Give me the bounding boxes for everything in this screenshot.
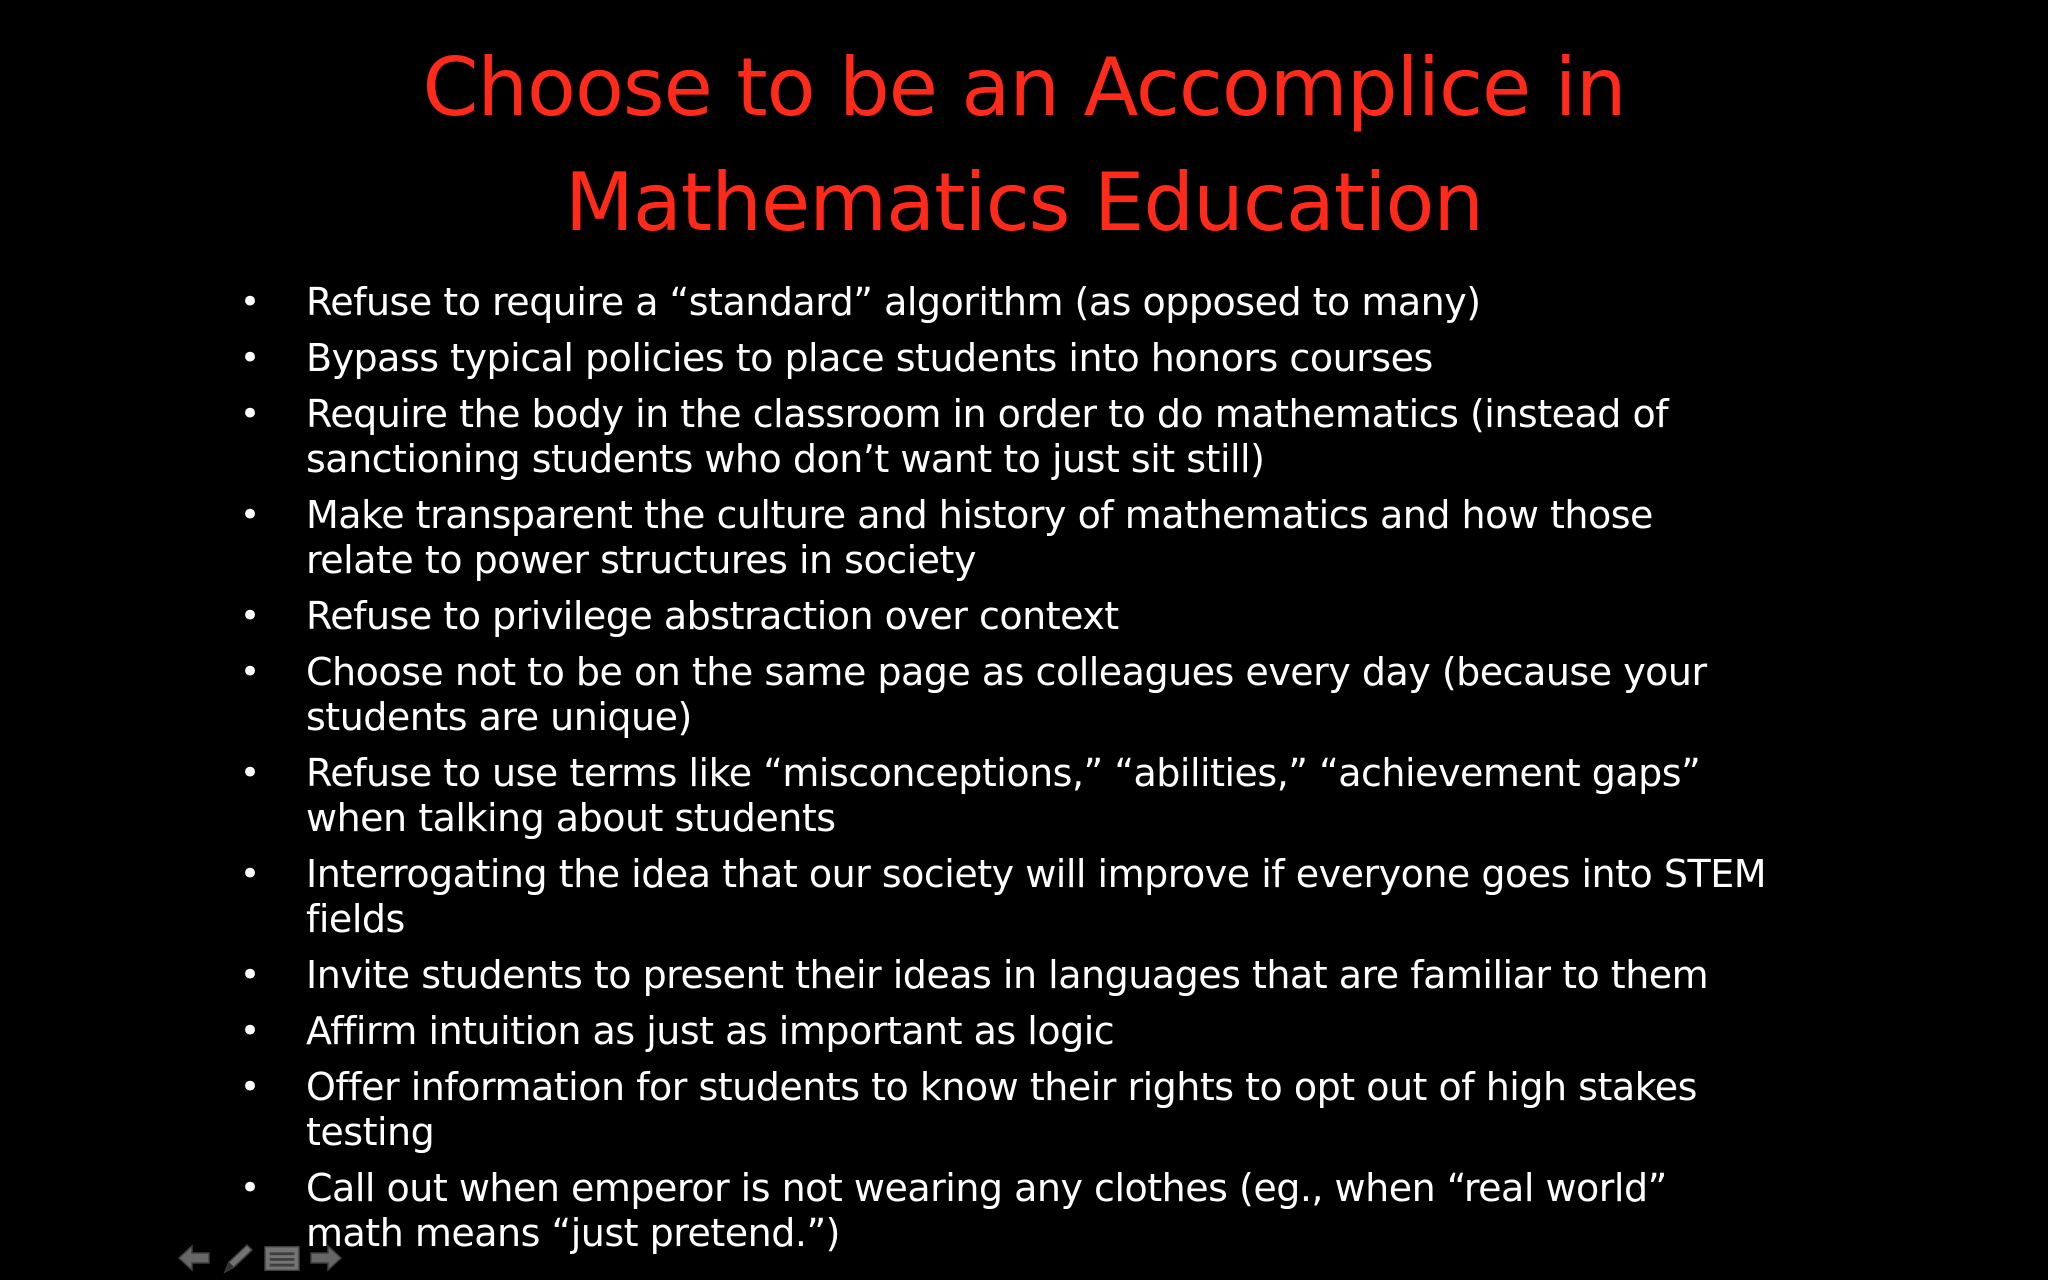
slide-title-line-2: Mathematics Education [564,156,1484,249]
bullet-text: Refuse to use terms like “misconceptions,” “abilities,” “achievement gaps” [306,751,1701,795]
bullet-text-continued: when talking about students [306,796,836,840]
pen-icon [221,1242,255,1274]
bullet-item [240,953,1840,998]
pen-tool-button[interactable] [220,1241,256,1275]
bullet-dot: • [240,753,260,793]
bullet-item [240,392,1840,482]
bullet-dot: • [240,1011,260,1051]
bullet-text: Bypass typical policies to place students into honors courses [306,336,1433,380]
next-slide-button[interactable] [308,1241,344,1275]
bullet-item [240,1009,1840,1054]
slide-title-line-1: Choose to be an Accomplice in [422,41,1626,134]
previous-slide-button[interactable] [176,1241,212,1275]
bullet-dot: • [240,338,260,378]
bullet-item [240,650,1840,740]
bullet-text: Refuse to require a “standard” algorithm (as opposed to many) [306,280,1481,324]
bullet-dot: • [240,596,260,636]
bullet-text-continued: testing [306,1110,435,1154]
bullet-text: Refuse to privilege abstraction over context [306,594,1119,638]
bullet-dot: • [240,1067,260,1107]
bullet-text: Affirm intuition as just as important as logic [306,1009,1115,1053]
bullet-text: Interrogating the idea that our society will improve if everyone goes into STEM [306,852,1766,896]
slides-menu-button[interactable] [264,1241,300,1275]
bullet-text-continued: math means “just pretend.”) [306,1211,840,1255]
bullet-text: Choose not to be on the same page as colleagues every day (because your [306,650,1707,694]
bullet-item [240,280,1840,325]
bullet-text: Invite students to present their ideas in languages that are familiar to them [306,953,1709,997]
bullet-list [240,280,1840,1267]
arrow-left-icon [177,1243,211,1273]
bullet-text-continued: sanctioning students who don’t want to just sit still) [306,437,1265,481]
bullet-dot: • [240,854,260,894]
bullet-text-continued: fields [306,897,405,941]
slideshow-toolbar [176,1240,344,1276]
bullet-item [240,852,1840,942]
bullet-text: Require the body in the classroom in order to do mathematics (instead of [306,392,1669,436]
bullet-text-continued: students are unique) [306,695,692,739]
bullet-item [240,751,1840,841]
arrow-right-icon [309,1243,343,1273]
bullet-dot: • [240,495,260,535]
bullet-dot: • [240,282,260,322]
slides-menu-icon [264,1243,300,1273]
bullet-item [240,493,1840,583]
bullet-item [240,1166,1840,1256]
bullet-dot: • [240,955,260,995]
bullet-dot: • [240,1168,260,1208]
bullet-text: Offer information for students to know their rights to opt out of high stakes [306,1065,1697,1109]
bullet-text: Make transparent the culture and history of mathematics and how those [306,493,1653,537]
bullet-dot: • [240,394,260,434]
slide-title [0,30,2048,260]
bullet-text-continued: relate to power structures in society [306,538,976,582]
bullet-dot: • [240,652,260,692]
bullet-item [240,594,1840,639]
bullet-text: Call out when emperor is not wearing any clothes (eg., when “real world” [306,1166,1667,1210]
bullet-item [240,1065,1840,1155]
bullet-item [240,336,1840,381]
